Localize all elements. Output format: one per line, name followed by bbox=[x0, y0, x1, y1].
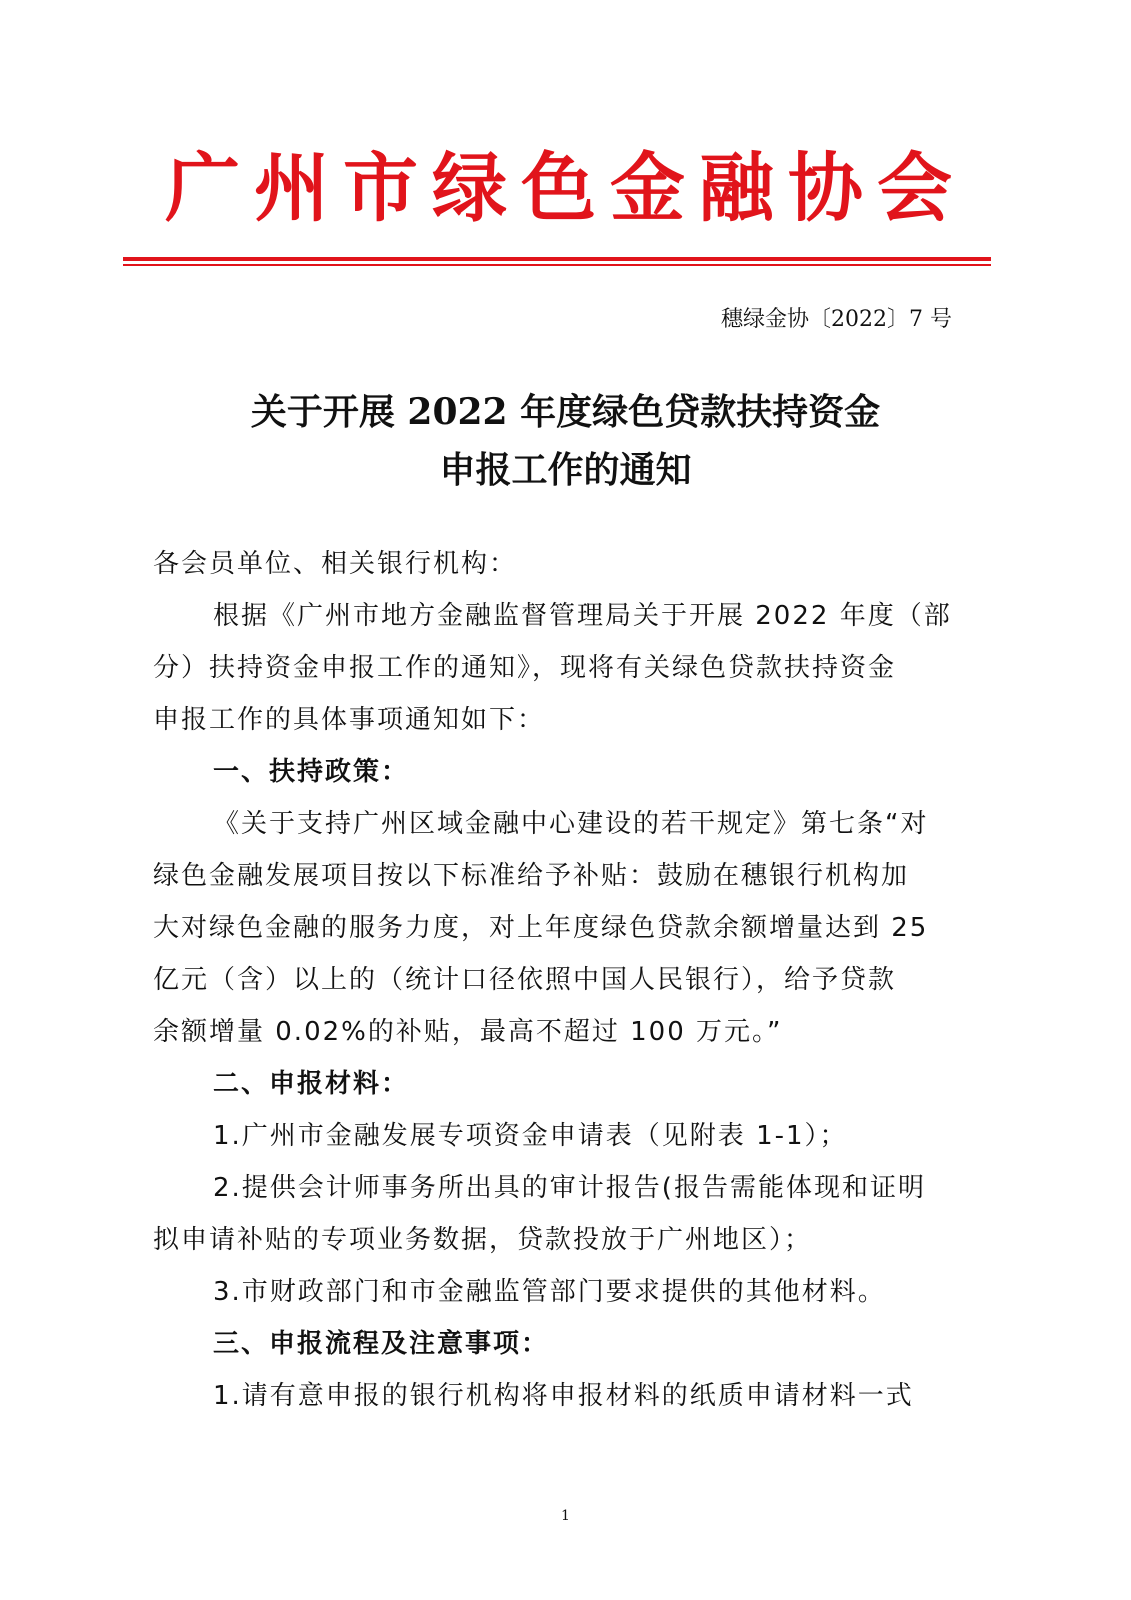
paragraph-line: 分）扶持资金申报工作的通知》，现将有关绿色贷款扶持资金 bbox=[153, 653, 897, 683]
org-name-heading: 广州市绿色金融协会 bbox=[164, 144, 966, 232]
header-rule-thick bbox=[123, 257, 991, 261]
paragraph-line: 亿元（含）以上的（统计口径依照中国人民银行），给予贷款 bbox=[153, 965, 897, 995]
section-heading-2: 二、申报材料： bbox=[213, 1069, 410, 1099]
list-item: 3.市财政部门和市金融监管部门要求提供的其他材料。 bbox=[213, 1277, 886, 1307]
page-number: 1 bbox=[561, 1508, 570, 1524]
document-title-line-2: 申报工作的通知 bbox=[439, 449, 692, 491]
header-rule-thin bbox=[123, 264, 991, 266]
paragraph-line: 大对绿色金融的服务力度，对上年度绿色贷款余额增量达到 25 bbox=[153, 913, 929, 943]
list-item: 1.广州市金融发展专项资金申请表（见附表 1-1）； bbox=[213, 1121, 848, 1151]
section-heading-1: 一、扶持政策： bbox=[213, 757, 410, 787]
document-number: 穗绿金协〔2022〕7 号 bbox=[721, 307, 952, 332]
salutation: 各会员单位、相关银行机构： bbox=[153, 549, 518, 579]
paragraph-line: 根据《广州市地方金融监督管理局关于开展 2022 年度（部 bbox=[213, 601, 952, 631]
section-heading-3: 三、申报流程及注意事项： bbox=[213, 1329, 550, 1359]
paragraph-line: 申报工作的具体事项通知如下： bbox=[153, 705, 546, 735]
paragraph-line: 余额增量 0.02%的补贴，最高不超过 100 万元。” bbox=[153, 1017, 783, 1047]
document-title-line-1: 关于开展 2022 年度绿色贷款扶持资金 bbox=[250, 391, 881, 433]
paragraph-line: 《关于支持广州区域金融中心建设的若干规定》第七条“对 bbox=[213, 809, 929, 839]
list-item-continuation: 拟申请补贴的专项业务数据，贷款投放于广州地区）； bbox=[153, 1225, 813, 1255]
list-item: 2.提供会计师事务所出具的审计报告(报告需能体现和证明 bbox=[213, 1173, 926, 1203]
paragraph-line: 绿色金融发展项目按以下标准给予补贴：鼓励在穗银行机构加 bbox=[153, 861, 910, 891]
list-item: 1.请有意申报的银行机构将申报材料的纸质申请材料一式 bbox=[213, 1381, 914, 1411]
